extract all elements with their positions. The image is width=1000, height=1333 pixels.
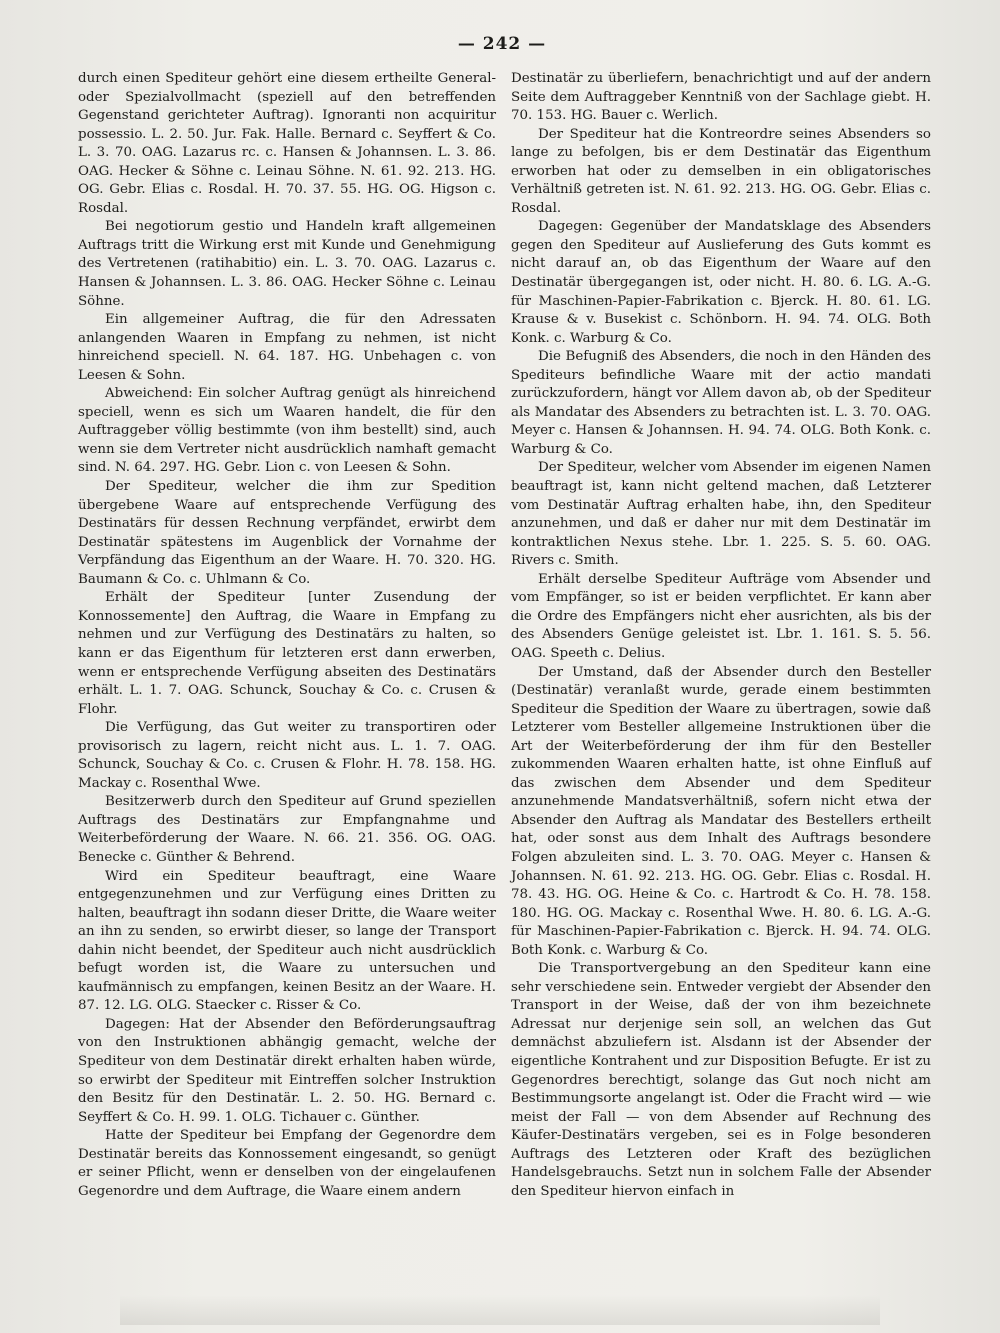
paragraph: Die Verfügung, das Gut weiter zu transportiren oder provisorisch zu lagern, reicht nicht aus. L. 1. 7. OAG. Schunck, Souchay & Co. c. Crusen & Flohr. H. 78. 158. HG. Mackay c. Rosenthal Wwe.	[78, 720, 496, 791]
paragraph: Der Spediteur, welcher vom Absender im eigenen Namen beauftragt ist, kann nicht geltend machen, daß Letzterer vom Destinatär Auftrag erhalten habe, ihn, den Spediteur anzunehmen, und daß er daher nur mit dem Destinatär im kontraktlichen Nexus stehe. Lbr. 1. 225. S. 5. 60. OAG. Rivers c. Smith.	[511, 460, 931, 569]
paragraph: Der Umstand, daß der Absender durch den Besteller (Destinatär) veranlaßt wurde, gerade einem bestimmten Spediteur die Spedition der Waare zu übertragen, sowie daß Letzterer vom Besteller allgemeine Instruktionen über die Art der Weiterbeförderung der ihm für den Besteller zukommenden Waaren erhalten hatte, ist ohne Einfluß auf das zwischen dem Absender und dem Spediteur anzunehmende Mandatsverhältniß, sofern nicht etwa der Absender den Auftrag als Mandatar des Bestellers ertheilt hat, oder sonst aus dem Inhalt des Auftrags besondere Folgen abzuleiten sind. L. 3. 70. OAG. Meyer c. Hansen & Johannsen. N. 61. 92. 213. HG. OG. Gebr. Elias c. Rosdal. H. 78. 43. HG. OG. Heine & Co. c. Hartrodt & Co. H. 78. 158. 180. HG. OG. Mackay c. Rosenthal Wwe. H. 80. 6. LG. A.-G. für Maschinen-Papier-Fabrikation c. Bjerck. H. 94. 74. OLG. Both Konk. c. Warburg & Co.	[511, 664, 931, 958]
paragraph: Hatte der Spediteur bei Empfang der Gegenordre dem Destinatär bereits das Konnossement eingesandt, so genügt er seiner Pflicht, wenn er denselben von der eingelaufenen Gegenordre und dem Auftrage, die Waare einem andern	[78, 1128, 496, 1199]
paragraph: Destinatär zu überliefern, benachrichtigt und auf der andern Seite dem Auftraggeber Kenntniß von der Sachlage giebt. H. 70. 153. HG. Bauer c. Werlich.	[511, 71, 931, 124]
paragraph: Die Transportvergebung an den Spediteur kann eine sehr verschiedene sein. Entweder vergiebt der Absender den Transport in der Weise, daß der von ihm bezeichnete Adressat nur derjenige sein soll, an welchen das Gut demnächst abzuliefern ist. Alsdann ist der Absender der eigentliche Kontrahent und zur Disposition Befugte. Er ist zu Gegenordres berechtigt, solange das Gut noch nicht am Bestimmungsorte angelangt ist. Oder die Fracht wird — wie meist der Fall — von dem Absender auf Rechnung des Käufer-Destinatärs vergeben, sei es in Folge besonderen Auftrags des Letzteren oder Kraft des bezüglichen Handelsgebrauchs. Setzt nun in solchem Falle der Absender den Spediteur hiervon einfach in	[511, 961, 931, 1199]
right-column	[511, 70, 931, 1201]
paragraph: durch einen Spediteur gehört eine diesem ertheilte General- oder Spezialvollmacht (speziell auf den betreffenden Gegenstand gerichteter Auftrag). Ignoranti non acquiritur possessio. L. 2. 50. Jur. Fak. Halle. Bernard c. Seyffert & Co. L. 3. 70. OAG. Lazarus rc. c. Hansen & Johannsen. L. 3. 86. OAG. Hecker & Söhne c. Leinau Söhne. N. 61. 92. 213. HG. OG. Gebr. Elias c. Rosdal. H. 70. 37. 55. HG. OG. Higson c. Rosdal.	[78, 71, 496, 216]
paragraph: Der Spediteur, welcher die ihm zur Spedition übergebene Waare auf entsprechende Verfügung des Destinatärs für dessen Rechnung verpfändet, erwirbt dem Destinatär spätestens im Augenblick der Vornahme der Verpfändung das Eigenthum an der Waare. H. 70. 320. HG. Baumann & Co. c. Uhlmann & Co.	[78, 479, 496, 587]
page-number: — 242 —	[457, 34, 547, 54]
paragraph: Dagegen: Gegenüber der Mandatsklage des Absenders gegen den Spediteur auf Auslieferung des Guts kommt es nicht darauf an, ob das Eigenthum der Waare auf den Destinatär übergegangen ist, oder nicht. H. 80. 6. LG. A.-G. für Maschinen-Papier-Fabrikation c. Bjerck. H. 80. 61. LG. Krause & v. Busekist c. Schönborn. H. 94. 74. OLG. Both Konk. c. Warburg & Co.	[511, 219, 931, 346]
paragraph: Wird ein Spediteur beauftragt, eine Waare entgegenzunehmen und zur Verfügung eines Dritten zu halten, beauftragt ihn sodann dieser Dritte, die Waare weiter an ihn zu senden, so erwirbt dieser, so lange der Transport dahin nicht beendet, der Spediteur auch nicht ausdrücklich befugt worden ist, die Waare zu untersuchen und kaufmännisch zu empfangen, keinen Besitz an der Waare. H. 87. 12. LG. OLG. Staecker c. Risser & Co.	[78, 868, 496, 1014]
paragraph: Ein allgemeiner Auftrag, die für den Adressaten anlangenden Waaren in Empfang zu nehmen, ist nicht hinreichend speciell. N. 64. 187. HG. Unbehagen c. von Leesen & Sohn.	[78, 312, 496, 383]
paragraph: Besitzerwerb durch den Spediteur auf Grund speziellen Auftrags des Destinatärs zur Empfangnahme und Weiterbeförderung der Waare. N. 66. 21. 356. OG. OAG. Benecke c. Günther & Behrend.	[78, 794, 496, 865]
paragraph: Abweichend: Ein solcher Auftrag genügt als hinreichend speciell, wenn es sich um Waaren handelt, die für den Auftraggeber völlig bestimmte (von ihm bestellt) sind, auch wenn sie dem Vertreter nicht ausdrücklich namhaft gemacht sind. N. 64. 297. HG. Gebr. Lion c. von Leesen & Sohn.	[78, 386, 496, 476]
left-column	[78, 70, 496, 1201]
paragraph: Die Befugniß des Absenders, die noch in den Händen des Spediteurs befindliche Waare mit der actio mandati zurückzufordern, hängt vor Allem davon ab, ob der Spediteur als Mandatar des Absenders zu betrachten ist. L. 3. 70. OAG. Meyer c. Hansen & Johannsen. H. 94. 74. OLG. Both Konk. c. Warburg & Co.	[511, 349, 931, 457]
paragraph: Erhält der Spediteur [unter Zusendung der Konnossemente] den Auftrag, die Waare in Empfang zu nehmen und zur Verfügung des Destinatärs zu halten, so kann er das Eigenthum für letzteren erst dann erwerben, wenn er entsprechende Verfügung abseiten des Destinatärs erhält. L. 1. 7. OAG. Schunck, Souchay & Co. c. Crusen & Flohr.	[78, 590, 496, 717]
paragraph: Bei negotiorum gestio und Handeln kraft allgemeinen Auftrags tritt die Wirkung erst mit Kunde und Genehmigung des Vertretenen (ratihabitio) ein. L. 3. 70. OAG. Lazarus c. Hansen & Johannsen. L. 3. 86. OAG. Hecker Söhne c. Leinau Söhne.	[78, 219, 496, 309]
paragraph: Dagegen: Hat der Absender den Beförderungsauftrag von den Instruktionen abhängig gemacht, welche der Spediteur von dem Destinatär direkt erhalten haben würde, so erwirbt der Spediteur mit Eintreffen solcher Instruktion den Besitz für den Destinatär. L. 2. 50. HG. Bernard c. Seyffert & Co. H. 99. 1. OLG. Tichauer c. Günther.	[78, 1016, 496, 1125]
paragraph: Der Spediteur hat die Kontreordre seines Absenders so lange zu befolgen, bis er dem Destinatär das Eigenthum erworben hat oder zu demselben in ein obligatorisches Verhältniß getreten ist. N. 61. 92. 213. HG. OG. Gebr. Elias c. Rosdal.	[511, 126, 931, 216]
paragraph: Erhält derselbe Spediteur Aufträge vom Absender und vom Empfänger, so ist er beiden verpflichtet. Er kann aber die Ordre des Empfängers nicht eher ausrichten, als bis der des Absenders Genüge geleistet ist. Lbr. 1. 161. S. 5. 56. OAG. Speeth c. Delius.	[511, 571, 931, 661]
page-edge-shadow	[120, 1295, 880, 1325]
